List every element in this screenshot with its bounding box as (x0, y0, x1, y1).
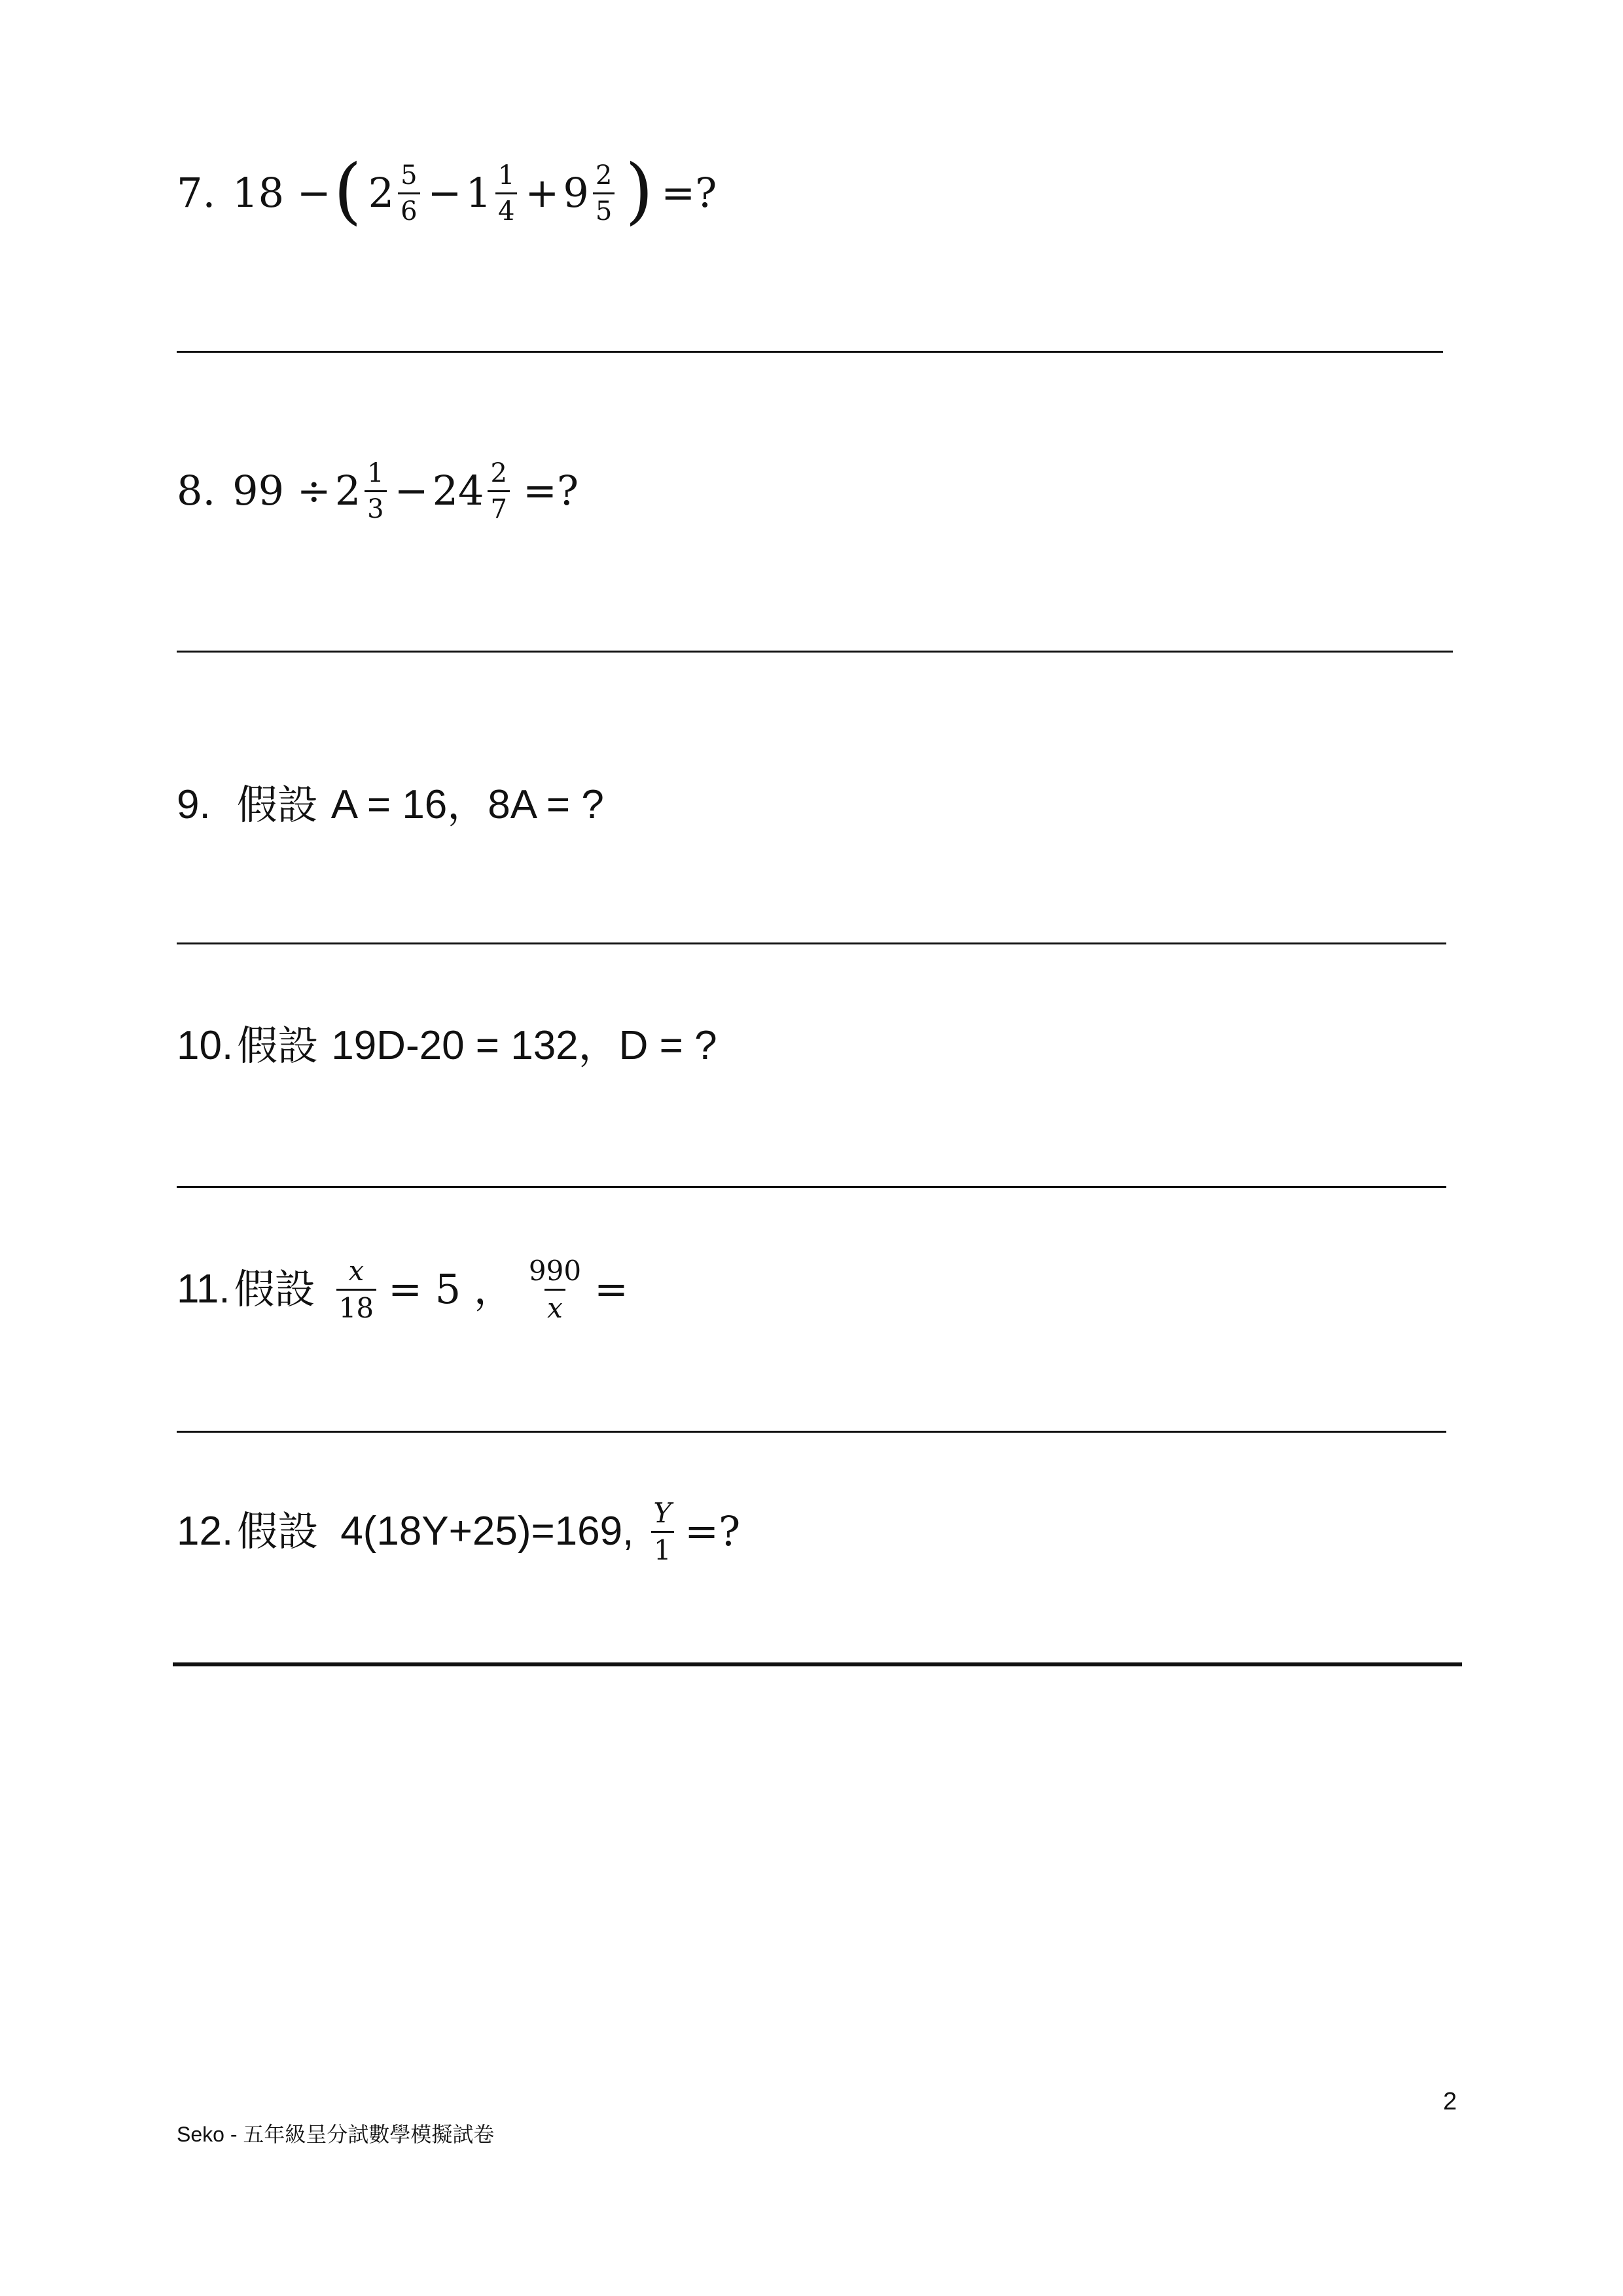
expression-tail: =? (685, 1507, 741, 1555)
numerator: 1 (497, 160, 515, 190)
denominator: x (544, 1289, 565, 1322)
numerator: 2 (595, 160, 613, 190)
answer-line[interactable] (177, 351, 1443, 353)
denominator: 5 (593, 192, 615, 224)
mixed-number (334, 457, 391, 524)
operator: − (394, 467, 429, 514)
answer-line[interactable] (177, 942, 1446, 944)
fraction (398, 162, 419, 224)
open-paren: ( (333, 149, 362, 232)
fraction (651, 1496, 674, 1566)
denominator: 18 (336, 1289, 376, 1322)
fraction (488, 457, 509, 524)
assume-label: 假設 (237, 1022, 319, 1069)
assume-label: 假設 (236, 781, 318, 829)
fraction (336, 1254, 376, 1324)
expression-tail: =? (661, 169, 717, 217)
denominator: 3 (365, 490, 386, 522)
question-text: 19D-20 = 132，D = ? (331, 1023, 717, 1068)
question-10 (177, 1020, 717, 1072)
expression-tail: =? (522, 467, 579, 514)
answer-line[interactable] (177, 1186, 1446, 1188)
assume-label: 假設 (237, 1507, 319, 1555)
denominator: 7 (488, 490, 509, 522)
mixed-number (563, 162, 618, 224)
whole-part: 1 (465, 169, 491, 217)
question-text: A = 16，8A = ? (330, 782, 604, 827)
footer-text: Seko - 五年級呈分試數學模擬試卷 (177, 2123, 495, 2146)
question-number: 9. (177, 782, 211, 827)
denominator: 6 (398, 192, 419, 224)
assume-label: 假設 (234, 1265, 315, 1313)
numerator: 5 (401, 160, 418, 190)
question-12 (177, 1489, 740, 1574)
question-number: 12. (177, 1509, 234, 1554)
whole-part: 9 (563, 169, 589, 217)
question-number: 10. (177, 1023, 234, 1068)
answer-line[interactable] (173, 1662, 1462, 1666)
fraction (593, 162, 615, 224)
fraction (365, 457, 386, 524)
answer-line[interactable] (177, 1431, 1446, 1433)
question-7 (177, 144, 717, 242)
expression-lead: 99 ÷ (232, 467, 331, 514)
equation-middle: = 5 ， (388, 1265, 514, 1313)
numerator: 990 (528, 1254, 582, 1287)
close-paren: ) (625, 149, 654, 232)
question-text: 4(18Y+25)=169, (340, 1509, 634, 1554)
mixed-number (368, 162, 424, 224)
denominator: 1 (651, 1531, 674, 1564)
expression-lead: 18 − (232, 169, 331, 217)
numerator: 1 (367, 457, 384, 488)
question-11 (177, 1247, 628, 1332)
question-8 (177, 445, 579, 537)
expression-tail: = (594, 1265, 628, 1313)
question-9 (177, 779, 604, 831)
whole-part: 2 (334, 467, 361, 514)
question-number: 8. (177, 467, 216, 514)
numerator: Y (653, 1496, 672, 1529)
mixed-number (466, 162, 522, 224)
question-number: 7. (177, 169, 216, 217)
numerator: 2 (490, 457, 507, 488)
page-number: 2 (1443, 2088, 1457, 2115)
operator: + (525, 169, 560, 217)
question-number: 11. (177, 1266, 230, 1312)
operator: − (427, 169, 462, 217)
denominator: 4 (495, 192, 517, 224)
fraction (526, 1254, 584, 1324)
answer-line[interactable] (177, 651, 1453, 653)
whole-part: 2 (368, 169, 395, 217)
mixed-number (432, 457, 514, 524)
numerator: x (348, 1254, 365, 1287)
whole-part: 24 (432, 467, 484, 514)
fraction (495, 162, 517, 224)
